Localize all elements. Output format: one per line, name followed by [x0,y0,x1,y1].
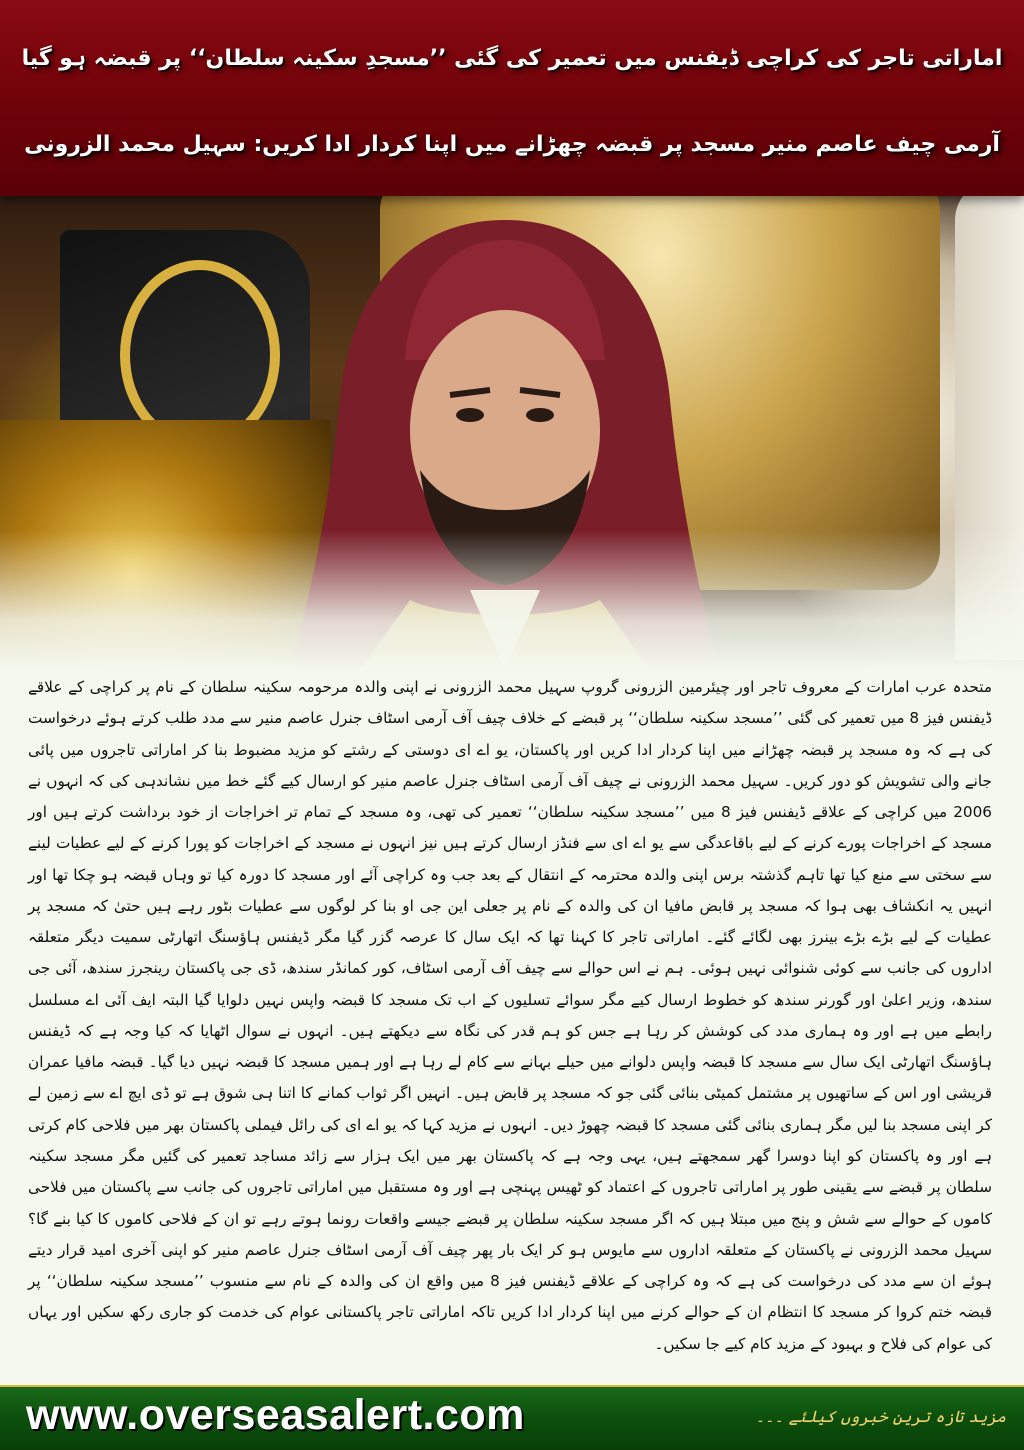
headline-line-2: آرمی چیف عاصم منیر مسجد پر قبضہ چھڑانے میں اپنا کردار ادا کریں: سہیل محمد الزرونی [24,132,1000,157]
footer-tagline: مزید تازہ ترین خبروں کیلئے ۔۔۔ [755,1407,1006,1426]
headline-banner [0,0,1024,196]
article-body: متحدہ عرب امارات کے معروف تاجر اور چیئرمین الزرونی گروپ سہیل محمد الزرونی نے اپنی والدہ مرحومہ سکینہ سلطان کے نام پر کراچی کے علاقے ڈیفنس فیز 8 میں تعمیر کی گئی ’’مسجد سکینہ سلطان‘‘ پر قبضے کے خلاف چیف آف آرمی اسٹاف جنرل عاصم منیر سے مدد طلب کرتے ہوئے درخواست کی ہے کہ وہ مسجد پر قبضہ چھڑانے میں اپنا کردار ادا کریں اور پاکستان، یو اے ای دوستی کے رشتے کو مزید مضبوط بنا کر اماراتی تاجروں میں پائی جانے والی تشویش کو دور کریں۔ سہیل محمد الزرونی نے چیف آف آرمی اسٹاف جنرل عاصم منیر کو ارسال کیے گئے خط میں نشاندہی کی کہ انہوں نے 2006 میں کراچی کے علاقے ڈیفنس فیز 8 میں ’’مسجد سکینہ سلطان‘‘ تعمیر کی تھی، وہ مسجد کے تمام تر اخراجات از خود برداشت کرتے ہیں اور مسجد کے اخراجات پورے کرنے کے لیے باقاعدگی سے یو اے ای سے فنڈز ارسال کرتے ہیں نیز انہوں نے مسجد کے اخراجات کو پورا کرنے کے لیے عطیات لینے سے سختی سے منع کیا تھا تاہم گذشتہ برس اپنی والدہ محترمہ کے انتقال کے بعد جب وہ کراچی آئے اور مسجد کا دورہ کیا تو وہاں قبضہ ہو چکا تھا اور انہیں یہ انکشاف بھی ہوا کہ مسجد پر قابض مافیا ان کی والدہ کے نام پر جعلی این جی او بنا کر لوگوں سے عطیات بٹور رہے ہیں حتیٰ کہ مسجد پر عطیات کے لیے بڑے بڑے بینرز بھی لگائے گئے۔ اماراتی تاجر کا کہنا تھا کہ ایک سال کا عرصہ گزر گیا مگر ڈیفنس ہاؤسنگ اتھارٹی سمیت دیگر متعلقہ اداروں کی جانب سے کوئی شنوائی نہیں ہوئی۔ ہم نے اس حوالے سے چیف آف آرمی اسٹاف، کور کمانڈر سندھ، ڈی جی پاکستان رینجرز سندھ، آئی جی سندھ، وزیر اعلیٰ اور گورنر سندھ کو خطوط ارسال کیے مگر سوائے تسلیوں کے اب تک مسجد کا قبضہ واپس نہیں دلوایا گیا البتہ ایف آئی اے مسلسل رابطے میں ہے اور وہ ہماری مدد کی کوشش کر رہا ہے جس کو ہم قدر کی نگاہ سے دیکھتے ہیں۔ انہوں نے سوال اٹھایا کہ کیا وجہ ہے کہ ڈیفنس ہاؤسنگ اتھارٹی ایک سال سے مسجد کا قبضہ واپس دلوانے میں حیلے بہانے سے کام لے رہا ہے اور ہمیں مسجد کا قبضہ نہیں دیا گیا۔ قبضہ مافیا عمران قریشی اور اس کے ساتھیوں پر مشتمل کمیٹی بنائی گئی جو کہ مسجد پر قابض ہیں۔ انہیں اگر ثواب کمانے کا اتنا ہی شوق ہے تو ڈی ایچ اے سے زمین لے کر اپنی مسجد بنا لیں مگر ہماری بنائی گئی مسجد کا قبضہ چھوڑ دیں۔ انہوں نے مزید کہا کہ یو اے ای کی رائل فیملی پاکستان بھر میں فلاحی کام کرتی ہے اور وہ پاکستان کو اپنا دوسرا گھر سمجھتے ہیں، یہی وجہ ہے کہ پاکستان بھر میں ایک ہزار سے زائد مساجد تعمیر کی گئیں مگر مسجد سکینہ سلطان پر قبضے سے یقینی طور پر اماراتی تاجروں کے اعتماد کو ٹھیس پہنچی ہے اور وہ مستقبل میں اماراتی تاجروں کی جانب سے پاکستان میں فلاحی کاموں کے حوالے سے شش و پنج میں مبتلا ہیں کہ اگر مسجد سکینہ سلطان پر قبضے جیسے واقعات رونما ہوتے رہے تو ان کے فلاحی کاموں کا کیا بنے گا؟ سہیل محمد الزرونی نے پاکستان کے متعلقہ اداروں سے مایوس ہو کر ایک بار پھر چیف آف آرمی اسٹاف جنرل عاصم منیر کو اپنی آخری امید قرار دیتے ہوئے ان سے مدد کی درخواست کی ہے کہ وہ کراچی کے علاقے ڈیفنس فیز 8 میں واقع ان کی والدہ کے نام سے منسوب ’’مسجد سکینہ سلطان‘‘ پر قبضہ ختم کروا کر مسجد کا انتظام ان کے حوالے کرنے میں اپنا کردار ادا کریں تاکہ اماراتی تاجر پاکستانی عوام کی خدمت کو جاری رکھ سکیں اور یہاں کی عوام کی فلاح و بہبود کے مزید کام کیے جا سکیں۔ [28,678,992,1353]
footer-bar [0,1385,1024,1450]
featured-photo [0,170,1024,670]
website-link[interactable]: www.overseasalert.com [26,1391,525,1439]
photo-fade [0,530,1024,670]
headline-line-1: اماراتی تاجر کی کراچی ڈیفنس میں تعمیر کی گئی ’’مسجدِ سکینہ سلطان‘‘ پر قبضہ ہو گیا [21,46,1003,71]
